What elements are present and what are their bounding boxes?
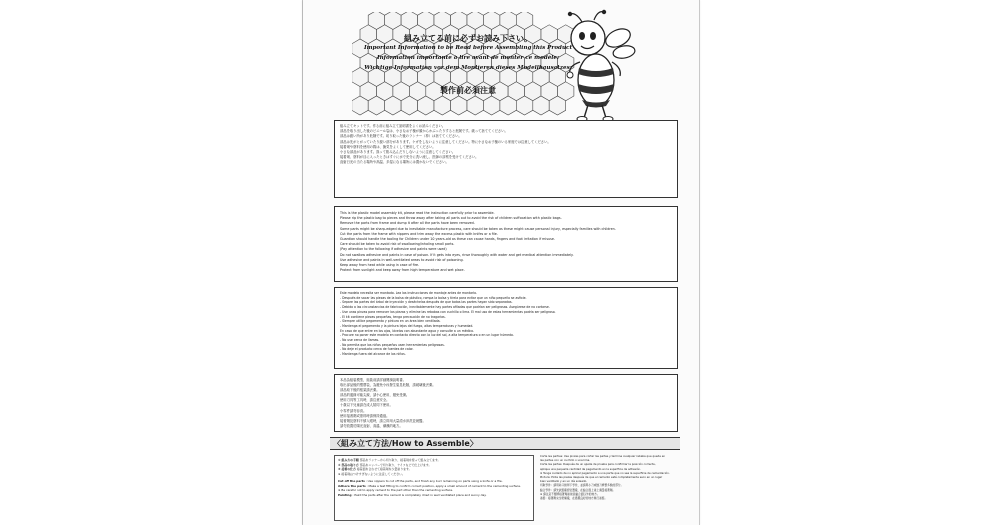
warning-line: - Use unas pinzas para remover las piezas y elimine las rebabas con cuchillo o lima. El mal uso de estas herramientas podría ser peligroso.	[340, 309, 556, 314]
page-edge-right	[699, 0, 700, 525]
step-line: Corte las partes: Después de un ajuste de prueba para confirmar la posición correcta,	[540, 462, 656, 467]
warning-line: Remove the parts from frame and dump it after all the parts have been removed.	[340, 221, 475, 226]
warning-line: - Mantenga el pegamento y la pintura lejos del fuego, altas temperaturas y humedad.	[340, 323, 474, 328]
how-to-assemble-title: 〈組み立て方法/How to Assemble〉	[330, 437, 680, 450]
warning-line: 小さな部品があります。誤って飲み込んだりしないように注意してください。	[340, 150, 456, 155]
step-line: ※ Tenga cuidado de no aplicar pegamento a una parte que no sea la superficie de cementación.	[540, 470, 670, 475]
step-line: las partes con un cuchillo o una lima.	[540, 458, 591, 463]
warning-line: Keep away from heat while using in case of fire.	[340, 263, 420, 268]
step-line: ※ 接着剤はつけすぎないように注意してください。	[338, 471, 405, 476]
step-line: Painting : Paint the parts after the cement is completely dried in well ventilated place and sunny day.	[338, 492, 487, 497]
warning-line: - No use cerca de llamas.	[340, 338, 380, 343]
step-line: aplique una pequeña cantidad de pegamento en la superficie de adhesión.	[540, 466, 642, 471]
warning-line: Care should be taken to avoid risk of swallowing/inhaling small parts.	[340, 242, 455, 247]
warning-line: - Mantenga fuera del alcance de los niños.	[340, 352, 406, 357]
warning-line: 使用刀具等工具時，請注意安全。	[340, 398, 390, 403]
english-notice: Important Information to be Read before Assembling this Product	[363, 45, 573, 51]
warning-line: En caso de que entre en los ojos, lávelos con abundante agua y consulte a un médico.	[340, 328, 474, 333]
warning-line: Protect from sunlight and keep away from high temperature and wet place.	[340, 268, 465, 273]
japanese-title: 組み立てる前に必ずお読み下さい。	[404, 34, 532, 43]
assemble-steps-right	[538, 453, 680, 521]
warning-line: - Separe las partes del árbol de inyección y deséchelas después de que todas las partes hayan sido separadas.	[340, 300, 513, 305]
spanish-warnings-box	[334, 287, 678, 369]
warning-line: - Siempre utilice pegamento y pintura en un área bien ventilada.	[340, 319, 441, 324]
warning-line: - Procure no poner este modelo en contacto directo con la luz del sol, a alta temperatura o en un lugar húmedo.	[340, 333, 514, 338]
warning-line: 小零件請勿吞食。	[340, 408, 367, 413]
bee-mascot-icon	[560, 8, 640, 126]
step-line: ② 部品の取り方 部品をニッパーで切り取り、ナイフなどで仕上げます。	[338, 462, 432, 467]
step-line: ③ 接着の仕方 接着面を合わせて接着剤を少量塗ります。	[338, 467, 412, 471]
step-line: 黏合零件：請先試組確認位置後，在黏合面上塗上適量接著劑。	[540, 487, 616, 492]
warning-line: - No deje el producto cerca de fuentes de calor.	[340, 347, 414, 352]
warning-line: 部品は鋭い所があり危険です。切り取った後のランナー（枠）は捨ててください。	[340, 134, 462, 139]
warning-line: 部品取下後的框架請丟棄。	[340, 388, 380, 393]
step-line: Cut off the parts : Use nippers to cut off the parts, and finish any burr remaining on parts using a knife or a file.	[338, 479, 503, 483]
japanese-warnings-box	[334, 120, 678, 198]
warning-line: This is the plastic model assembly kit, please read the instruction carefully prior to assemble.	[340, 211, 495, 215]
step-line: 切取零件：請用斜口鉗剪下零件，並請用小刀或銼刀修整多餘的部分。	[540, 483, 624, 488]
step-line: Corte les parties: Use pinzas para cortar las partes y termine cualquier rebaba que quede en	[540, 454, 666, 458]
warning-line: 接着剤、塗料が目に入ったときはすぐに水で充分に洗い流し、医師の診察を受けてください。	[340, 155, 479, 160]
warning-line: 組み立てキットです。作る前に組み立て説明書をよくお読みください。	[340, 124, 446, 128]
german-notice: Wichtige Information vor dem Montieren dieses Modellbausatzes:	[364, 65, 572, 71]
step-line: Pintura: Pinte las piezas después de que el cemento esté completamente seco en un lugar	[540, 475, 663, 480]
english-warnings-box	[334, 206, 678, 282]
warning-line: Cut the parts from the frame with nippers and trim away the excess plastic with knifes or a file.	[340, 231, 498, 236]
warning-line: 請勿放置於陽光直射、高溫、潮濕的地方。	[340, 423, 403, 428]
step-line: ※ Be careful not to apply cement to the part other than the cementing surface.	[338, 488, 454, 492]
chinese-warnings-box	[334, 374, 678, 432]
warning-line: (Pay attention to the following if adhesive and paints were used)	[340, 247, 447, 252]
warning-line: Do not swallow adhesive and paints in case of poison. If it gets into eyes, rinse thoroughly with water and get medical attention immediately.	[340, 252, 574, 257]
chinese-title: 製作前必須注意	[440, 86, 496, 95]
step-line: ① 組み方の手順 部品をランナーから切り取り、接着剤を使って組み立てます。	[338, 458, 441, 462]
step-line: bien ventilado y en un día soleado.	[540, 479, 588, 484]
warning-line: Este modelo necesita ser montado. Lea las instrucciones de montaje antes de montarlo.	[340, 291, 477, 295]
warning-line: 接着剤や塗料を使用の際は、換気をよくして使用してください。	[340, 144, 436, 149]
warning-line: 使用接著劑或塗料時請保持通風。	[340, 413, 390, 418]
warning-line: 部品的邊緣可能尖銳，請小心使用，避免受傷。	[340, 393, 410, 398]
warning-line: 取出部品後的塑膠袋，為避免小孩發生窒息危險，請破壞後丟棄。	[340, 383, 436, 388]
warning-line: Use adhesive and paints in well-ventilated areas to avoid risk of poisoning.	[340, 257, 464, 262]
warning-line: - Debido a las circunstancias de fabricación, inevitablemente hay partes afiladas que podrían ser peligrosas. Asegúrese de no cortarse.	[340, 305, 550, 310]
warning-line: 接著劑及塗料不慎入眼時，請立即用大量清水沖洗並就醫。	[340, 418, 426, 423]
warning-line: 部品は先がとがっていたり鋭い部分があります。ケガをしないように注意してください。特に小さなお子様のいる家庭では注意してください。	[340, 139, 551, 144]
warning-line: - No permita que los niños pequeños usen herramientas peligrosas.	[340, 342, 445, 347]
warning-line: - El kit contiene piezas pequeñas, tenga precaución de no tragarlas.	[340, 314, 446, 319]
step-line: ※ 請注意不要將接著劑塗抹到黏合面以外的地方。	[540, 491, 600, 496]
warning-line: 十歲以下兒童請在成人陪同下使用。	[340, 403, 393, 408]
warning-line: 本品為組裝模型，組裝前請詳細閱讀說明書。	[340, 378, 406, 382]
warning-line: Please rip the plastic bag to pieces and throw away after taking all parts out to avoid the risk of children suffocation with plastic bags.	[340, 216, 562, 221]
warning-line: 部品を取り出した後のビニール袋は、小さなお子様が頭からかぶったりすると危険です。破って捨ててください。	[340, 129, 508, 134]
assemble-steps-left	[334, 455, 534, 521]
warning-line: 直射日光の当たる場所や高温、多湿になる場所には置かないでください。	[340, 160, 449, 165]
warning-line: Guardian should handle the tooling for Children under 10 years-old as these can cause hands, fingers and foot irritation if misuse.	[340, 237, 555, 242]
warning-line: Some parts might be sharp-edged due to inevitable manufacture process, care should be taken as these might cause personal injury, especially families with children.	[340, 226, 616, 231]
warning-line: - Después de sacar las piezas de la bolsa de plástico, rompa la bolsa y tírela para evitar que un niño pequeño se asfixie.	[340, 295, 527, 300]
step-line: 塗裝：接著劑完全乾燥後，在通風良好的地方進行塗裝。	[540, 496, 608, 501]
french-notice: Information importante à lire avant de monter ce modèle:	[376, 55, 560, 61]
step-line: Adhere the parts : Make a test fitting to confirm correct position, apply a small amount of cement to the cementing surface.	[338, 483, 521, 488]
